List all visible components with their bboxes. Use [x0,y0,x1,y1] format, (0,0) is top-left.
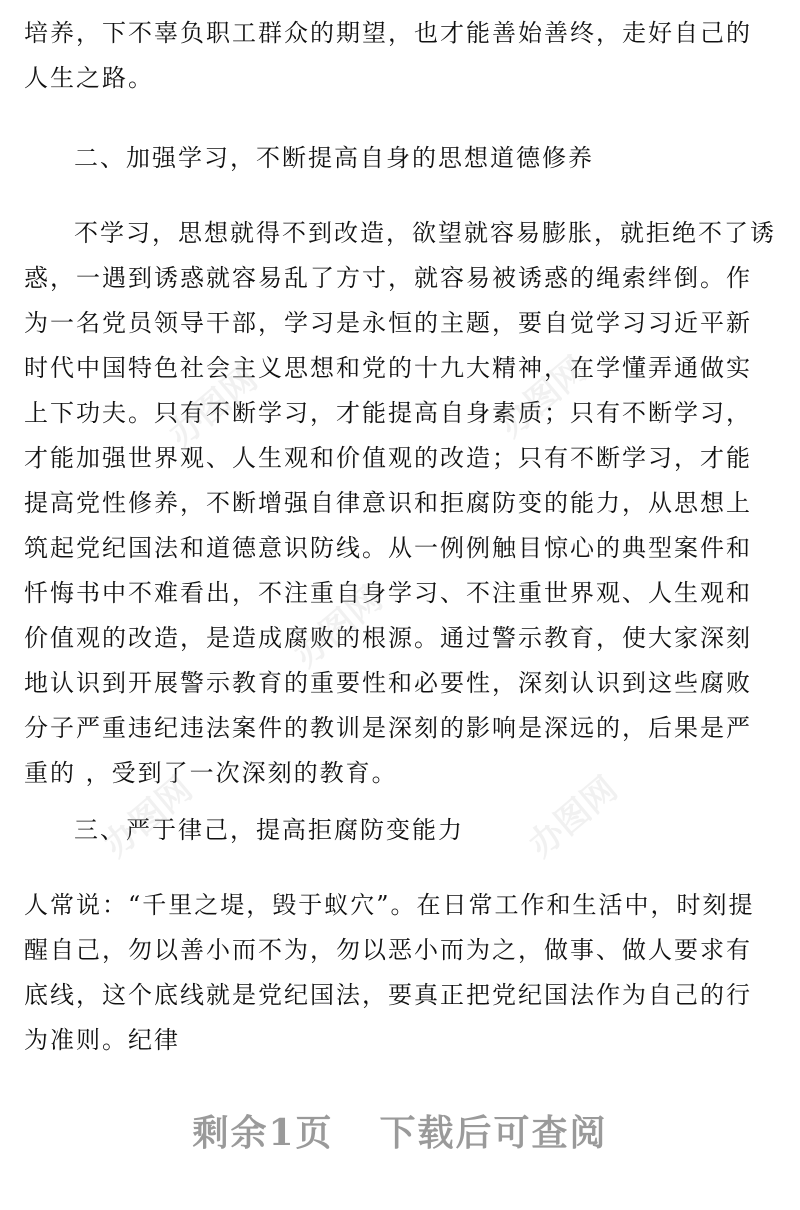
watermark: 办图网 [286,579,391,676]
section-heading-2: 二、加强学习，不断提高自身的思想道德修养 [74,144,594,172]
watermark: 办图网 [161,359,266,456]
remaining-pages-notice[interactable] [0,1105,800,1156]
paragraph: 不学习，思想就得不到改造，欲望就容易膨胀，就拒绝不了诱惑，一遇到诱惑就容易乱了方寸，就容易被诱惑的绳索绊倒。作为一名党员领导干部，学习是永恒的主题，要自觉学习习近平新时代中国特色社会主义思想和党的十九大精神，在学懂弄通做实上下功夫。只有不断学习，才能提高自身素质；只有不断学习，才能加强世界观、人生观和价值观的改造；只有不断学习，才能提高党性修养，不断增强自律意识和拒腐防变的能力，从思想上筑起党纪国法和道德意识防线。从一例例触目惊心的典型案件和忏悔书中不难看出，不注重自身学习、不注重世界观、人生观和价值观的改造，是造成腐败的根源。通过警示教育，使大家深刻地认识到开展警示教育的重要性和必要性，深刻认识到这些腐败分子严重违纪违法案件的教训是深刻的影响是深远的，后果是严重的 ，受到了一次深刻的教育。 [24,219,776,787]
section-heading-3: 三、严于律己，提高拒腐防变能力 [74,816,464,844]
watermark: 办图网 [491,349,596,446]
remaining-pages-label: 剩余1页 [192,1112,334,1154]
download-hint-label: 下载后可查阅 [379,1112,608,1154]
paragraph: 人常说：“千里之堤，毁于蚁穴”。在日常工作和生活中，时刻提醒自己，勿以善小而不为，勿以恶小而为之，做事、做人要求有底线，这个底线就是党纪国法，要真正把党纪国法作为自己的行为准则。纪律 [24,891,755,1054]
paragraph: 培养，下不辜负职工群众的期望，也才能善始善终，走好自己的人生之路。 [24,19,752,92]
watermark: 办图网 [521,769,626,866]
watermark: 办图网 [96,769,201,866]
